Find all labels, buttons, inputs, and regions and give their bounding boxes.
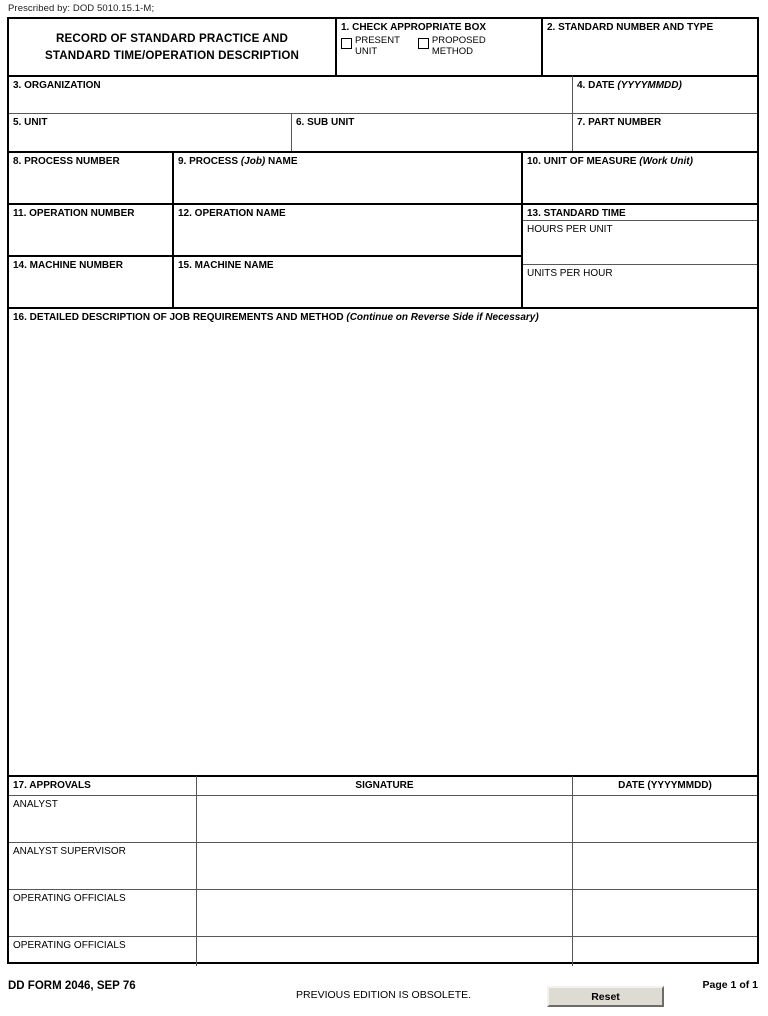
hours-per-unit-label: HOURS PER UNIT xyxy=(527,224,613,235)
approval-row-date-cell[interactable] xyxy=(573,795,757,842)
part-number-value xyxy=(573,129,757,132)
date-label-text: 4. DATE xyxy=(577,80,615,91)
standard-number-value xyxy=(543,34,757,37)
operation-number-label: 11. OPERATION NUMBER xyxy=(13,208,135,219)
field-check-appropriate-box xyxy=(337,19,543,75)
unit-of-measure-label-text: 10. UNIT OF MEASURE xyxy=(527,156,637,167)
field-organization[interactable] xyxy=(9,75,573,113)
checkbox-present-unit[interactable] xyxy=(341,36,400,57)
units-per-hour-label: UNITS PER HOUR xyxy=(527,268,613,279)
unit-of-measure-label-hint: (Work Unit) xyxy=(639,156,693,167)
field-unit[interactable] xyxy=(9,113,292,151)
process-name-label-text: 9. PROCESS xyxy=(178,156,241,167)
form-outer-frame xyxy=(7,17,759,964)
process-name-label-tail: NAME xyxy=(265,156,298,167)
approval-row-signature-cell[interactable] xyxy=(197,889,573,936)
field-operation-name[interactable] xyxy=(174,203,523,255)
approval-role-label: ANALYST xyxy=(13,799,58,810)
field-standard-time-header xyxy=(523,203,757,221)
process-name-value xyxy=(174,168,521,171)
operation-name-label: 12. OPERATION NAME xyxy=(178,208,286,219)
approval-row-role-cell xyxy=(9,842,197,889)
checkbox-present-unit-line1: PRESENT xyxy=(355,35,400,46)
checkbox-proposed-method-label xyxy=(432,36,486,57)
field-standard-number-and-type[interactable] xyxy=(543,19,757,75)
approval-row-role-cell xyxy=(9,889,197,936)
checkbox-proposed-method[interactable] xyxy=(418,36,486,57)
field-date[interactable] xyxy=(573,75,757,113)
field-detailed-description[interactable] xyxy=(9,307,757,775)
detailed-description-label-hint: (Continue on Reverse Side if Necessary) xyxy=(346,312,539,323)
date-value xyxy=(573,92,757,95)
approvals-signature-header-cell xyxy=(197,775,573,795)
approval-row-role-cell xyxy=(9,936,197,966)
approval-date-value xyxy=(573,843,757,846)
checkbox-present-unit-line2: UNIT xyxy=(355,45,378,57)
process-name-label-hint: (Job) xyxy=(240,156,266,167)
field-machine-name[interactable] xyxy=(174,255,523,307)
field-process-name[interactable] xyxy=(174,151,523,203)
approvals-section-label: 17. APPROVALS xyxy=(13,780,91,791)
unit-of-measure-value xyxy=(523,168,757,171)
footer-page-label: Page 1 of 1 xyxy=(702,979,758,991)
units-per-hour-value xyxy=(523,280,757,283)
approval-date-value xyxy=(573,890,757,893)
footer-obsolete-note: PREVIOUS EDITION IS OBSOLETE. xyxy=(296,989,472,1001)
approval-row-date-cell[interactable] xyxy=(573,842,757,889)
approval-signature-value xyxy=(197,843,572,846)
detailed-description-value xyxy=(9,324,757,327)
approvals-date-header-cell xyxy=(573,775,757,795)
field-part-number[interactable] xyxy=(573,113,757,151)
field-sub-unit[interactable] xyxy=(292,113,573,151)
process-number-label: 8. PROCESS NUMBER xyxy=(13,156,120,167)
approvals-signature-header: SIGNATURE xyxy=(355,780,414,791)
footer-form-id: DD FORM 2046, SEP 76 xyxy=(8,980,136,992)
reset-button[interactable]: Reset xyxy=(547,986,664,1007)
checkbox-group xyxy=(341,36,486,57)
checkbox-proposed-method-line1: PROPOSED xyxy=(431,35,486,46)
unit-label: 5. UNIT xyxy=(13,117,48,128)
form-title-cell xyxy=(9,19,337,75)
operation-name-value xyxy=(174,220,521,223)
machine-number-label: 14. MACHINE NUMBER xyxy=(13,260,124,271)
checkbox-proposed-method-box[interactable] xyxy=(418,38,429,49)
field-hours-per-unit[interactable] xyxy=(523,221,757,265)
approvals-section-label-cell xyxy=(9,775,197,795)
field-units-per-hour[interactable] xyxy=(523,265,757,307)
sub-unit-value xyxy=(292,129,572,132)
approval-role-label: OPERATING OFFICIALS xyxy=(13,940,126,951)
part-number-label: 7. PART NUMBER xyxy=(577,117,662,128)
detailed-description-label-text: 16. DETAILED DESCRIPTION OF JOB REQUIREMENTS AND METHOD xyxy=(13,312,344,323)
machine-name-label: 15. MACHINE NAME xyxy=(178,260,274,271)
organization-value xyxy=(9,92,572,95)
approval-row-signature-cell[interactable] xyxy=(197,795,573,842)
approval-signature-value xyxy=(197,937,572,940)
approval-signature-value xyxy=(197,796,572,799)
date-label xyxy=(573,77,757,92)
approval-row-role-cell xyxy=(9,795,197,842)
standard-number-label: 2. STANDARD NUMBER AND TYPE xyxy=(547,22,714,33)
approval-date-value xyxy=(573,796,757,799)
sub-unit-label: 6. SUB UNIT xyxy=(296,117,355,128)
detailed-description-label xyxy=(9,309,757,324)
date-label-hint: (YYYYMMDD) xyxy=(617,80,682,91)
approval-row-signature-cell[interactable] xyxy=(197,842,573,889)
approvals-date-header xyxy=(573,777,757,792)
standard-time-label: 13. STANDARD TIME xyxy=(527,208,626,219)
approvals-date-header-hint: (YYYYMMDD) xyxy=(647,780,712,791)
form-title-line-1: RECORD OF STANDARD PRACTICE AND xyxy=(55,32,288,45)
unit-value xyxy=(9,129,291,132)
prescribed-by-text: Prescribed by: DOD 5010.15.1-M; xyxy=(8,3,155,14)
field-process-number[interactable] xyxy=(9,151,174,203)
checkbox-present-unit-label xyxy=(355,36,400,57)
field-machine-number[interactable] xyxy=(9,255,174,307)
approvals-date-header-text: DATE xyxy=(618,780,645,791)
field-unit-of-measure[interactable] xyxy=(523,151,757,203)
approval-row-signature-cell[interactable] xyxy=(197,936,573,966)
machine-number-value xyxy=(9,272,172,275)
hours-per-unit-value xyxy=(523,236,757,239)
approval-row-date-cell[interactable] xyxy=(573,936,757,966)
check-box-label: 1. CHECK APPROPRIATE BOX xyxy=(341,22,487,33)
machine-name-value xyxy=(174,272,521,275)
field-operation-number[interactable] xyxy=(9,203,174,255)
operation-number-value xyxy=(9,220,172,223)
approval-role-label: ANALYST SUPERVISOR xyxy=(13,846,126,857)
form-title-line-2: STANDARD TIME/OPERATION DESCRIPTION xyxy=(44,49,300,62)
unit-of-measure-label xyxy=(523,153,757,168)
checkbox-proposed-method-line2: METHOD xyxy=(431,45,474,57)
checkbox-present-unit-box[interactable] xyxy=(341,38,352,49)
organization-label: 3. ORGANIZATION xyxy=(13,80,101,91)
approval-signature-value xyxy=(197,890,572,893)
approval-row-date-cell[interactable] xyxy=(573,889,757,936)
approval-role-label: OPERATING OFFICIALS xyxy=(13,893,126,904)
process-number-value xyxy=(9,168,172,171)
process-name-label xyxy=(174,153,521,168)
approval-date-value xyxy=(573,937,757,940)
